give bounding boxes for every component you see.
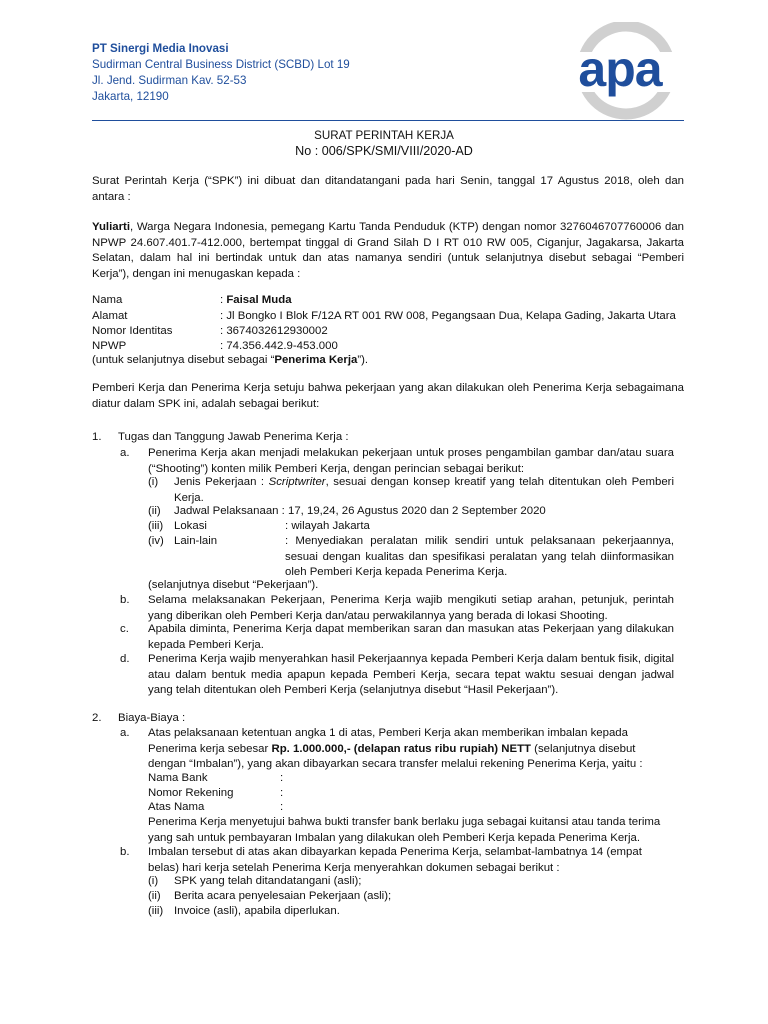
document-number-value: 006/SPK/SMI/VIII/2020-AD [321, 143, 473, 158]
recipient-npwp-label: NPWP [92, 340, 127, 352]
letterhead-divider [92, 120, 684, 121]
section1-item-c-text: Apabila diminta, Penerima Kerja dapat memberikan saran dan masukan atas Pekerjaan yang dilakukan kepada Pemberi Kerja. [148, 623, 674, 651]
account-holder-label: Atas Nama [148, 801, 205, 813]
recipient-id-label: Nomor Identitas [92, 325, 173, 337]
recipient-npwp-value: : 74.356.442.9-453.000 [220, 340, 338, 352]
company-address-line1: Sudirman Central Business District (SCBD) Lot 19 [92, 58, 350, 71]
section1-sub-i-num: (i) [148, 476, 159, 488]
recipient-id-value: : 3674032612930002 [220, 325, 328, 337]
recipient-name-label: Nama [92, 294, 123, 306]
section1-sub-ii-text: Jadwal Pelaksanaan : 17, 19,24, 26 Agustus 2020 dan 2 September 2020 [174, 505, 546, 517]
section2-item-a-letter: a. [120, 727, 130, 739]
section1-heading: Tugas dan Tanggung Jawab Penerima Kerja : [118, 431, 349, 443]
section1-item-b-text: Selama melaksanakan Pekerjaan, Penerima Kerja wajib mengikuti setiap arahan, petunjuk, perintah yang diberikan oleh Pemberi Kerja dan/atau perwakilannya yang berada di lokasi Shooting. [148, 594, 674, 622]
intro-paragraph: Surat Perintah Kerja (“SPK”) ini dibuat dan ditandatangani pada hari Senin, tanggal 17 Agustus 2018, oleh dan antara : [92, 175, 684, 203]
recipient-note-term: Penerima Kerja [274, 354, 358, 366]
recipient-address-label: Alamat [92, 310, 128, 322]
recipient-note-pre: (untuk selanjutnya disebut sebagai “ [92, 354, 275, 366]
employer-paragraph [92, 220, 684, 282]
logo-wordmark: apa [578, 41, 662, 97]
job-type-desc: , sesuai dengan konsep kreatif yang telah ditentukan oleh Pemberi Kerja. [174, 476, 675, 504]
section1-item-a-text: Penerima Kerja akan menjadi melakukan pekerjaan untuk proses pengambilan gambar dan/atau suara (“Shooting”) konten milik Pemberi Kerja, dengan perincian sebagai berikut: [148, 447, 674, 475]
agreement-paragraph: Pemberi Kerja dan Penerima Kerja setuju bahwa pekerjaan yang akan dilakukan oleh Penerima Kerja sebagaimana diatur dalam SPK ini, adalah sebagai berikut: [92, 382, 684, 410]
section2-sub-i-num: (i) [148, 875, 159, 887]
employer-details: , Warga Negara Indonesia, pemegang Kartu Tanda Penduduk (KTP) dengan nomor 3276046707760006 dan NPWP 24.607.401.7-412.000, bertempat tinggal di Grand Silah D I RT 010 RW 005, Ciganjur, Jagakarsa, Jakarta Selatan, dalam hal ini bertindak untuk dan atas namanya sendiri (untuk selanjutnya disebut sebagai “Pemberi Kerja”), dengan ini menugaskan kepada : [92, 221, 684, 280]
section2-number: 2. [92, 712, 102, 724]
company-name: PT Sinergi Media Inovasi [92, 42, 229, 55]
recipient-note-post: ”). [357, 354, 369, 366]
section2-sub-ii-text: Berita acara penyelesaian Pekerjaan (asli); [174, 890, 392, 902]
section1-item-b-letter: b. [120, 594, 130, 606]
employer-name: Yuliarti [92, 221, 130, 233]
recipient-name-sep: : [220, 294, 227, 306]
bank-name-label: Nama Bank [148, 772, 208, 784]
recipient-name [220, 293, 292, 309]
document-number [0, 144, 768, 160]
recipient-note [92, 353, 368, 369]
section2-sub-i-text: SPK yang telah ditandatangani (asli); [174, 875, 362, 887]
section2-sub-iii-num: (iii) [148, 905, 164, 917]
section1-sub-iii-num: (iii) [148, 520, 164, 532]
section2-item-b-letter: b. [120, 846, 130, 858]
section1-number: 1. [92, 431, 102, 443]
section1-item-a-letter: a. [120, 447, 130, 459]
fee-amount: Rp. 1.000.000,- (delapan ratus ribu rupiah) NETT [271, 742, 531, 755]
account-holder-colon: : [280, 801, 284, 813]
job-type-value: Scriptwriter [268, 476, 326, 488]
fee-intro: Atas pelaksanaan ketentuan angka 1 di atas, Pemberi Kerja akan memberikan imbalan kepada Penerima kerja sebesar [148, 727, 628, 755]
company-address-line2: Jl. Jend. Sudirman Kav. 52-53 [92, 74, 247, 87]
section2-item-a-confirm: Penerima Kerja menyetujui bahwa bukti transfer bank berlaku juga sebagai kuitansi atau tanda terima yang sah untuk pembayaran Imbalan yang dilakukan oleh Pemberi Kerja kepada Penerima Kerja. [148, 816, 661, 844]
fee-terms: (selanjutnya disebut dengan “Imbalan”), yang akan dibayarkan secara transfer melalui rekening Penerima Kerja, yaitu : [148, 742, 643, 770]
document-title: SURAT PERINTAH KERJA [314, 129, 454, 142]
company-logo [556, 22, 684, 120]
document-number-prefix: No : [295, 143, 322, 158]
account-number-colon: : [280, 787, 284, 799]
section1-item-c-letter: c. [120, 623, 129, 635]
section1-sub-iv-label: Lain-lain [174, 535, 218, 547]
company-letterhead [92, 41, 350, 105]
recipient-address-value: : Jl Bongko I Blok F/12A RT 001 RW 008, Pegangsaan Dua, Kelapa Gading, Jakarta Utara [220, 310, 676, 322]
section1-item-a-close: (selanjutnya disebut “Pekerjaan”). [148, 579, 319, 591]
section1-sub-iii-value: : wilayah Jakarta [285, 520, 370, 532]
document-title-block [0, 128, 768, 159]
section1-sub-i-text [174, 475, 674, 506]
section2-item-a-text [148, 726, 674, 773]
account-number-label: Nomor Rekening [148, 787, 234, 799]
section2-heading: Biaya-Biaya : [118, 712, 186, 724]
company-address-line3: Jakarta, 12190 [92, 90, 169, 103]
section1-sub-ii-num: (ii) [148, 505, 161, 517]
section1-item-d-text: Penerima Kerja wajib menyerahkan hasil Pekerjaannya kepada Pemberi Kerja dalam bentuk fisik, digital atau dalam bentuk media apapun kepada Pemberi Kerja, secara tepat waktu sesuai dengan jadwal yang telah ditentukan oleh Pemberi Kerja (selanjutnya disebut “Hasil Pekerjaan”). [148, 653, 674, 696]
section1-sub-iv-value: : Menyediakan peralatan milik sendiri untuk pelaksanaan pekerjaannya, sesuai dengan kualitas dan spesifikasi peralatan yang telah diinformasikan oleh Pemberi Kerja kepada Penerima Kerja. [285, 535, 674, 578]
section2-sub-ii-num: (ii) [148, 890, 161, 902]
section1-sub-iii-label: Lokasi [174, 520, 207, 532]
recipient-name-value: Faisal Muda [226, 294, 292, 306]
section1-item-d-letter: d. [120, 653, 130, 665]
section2-item-b-text: Imbalan tersebut di atas akan dibayarkan kepada Penerima Kerja, selambat-lambatnya 14 (empat belas) hari kerja setelah Penerima Kerja menyerahkan dokumen sebagai berikut : [148, 846, 642, 874]
bank-name-colon: : [280, 772, 284, 784]
job-type-label: Jenis Pekerjaan : [174, 476, 269, 488]
section1-sub-iv-num: (iv) [148, 535, 164, 547]
section2-sub-iii-text: Invoice (asli), apabila diperlukan. [174, 905, 340, 917]
